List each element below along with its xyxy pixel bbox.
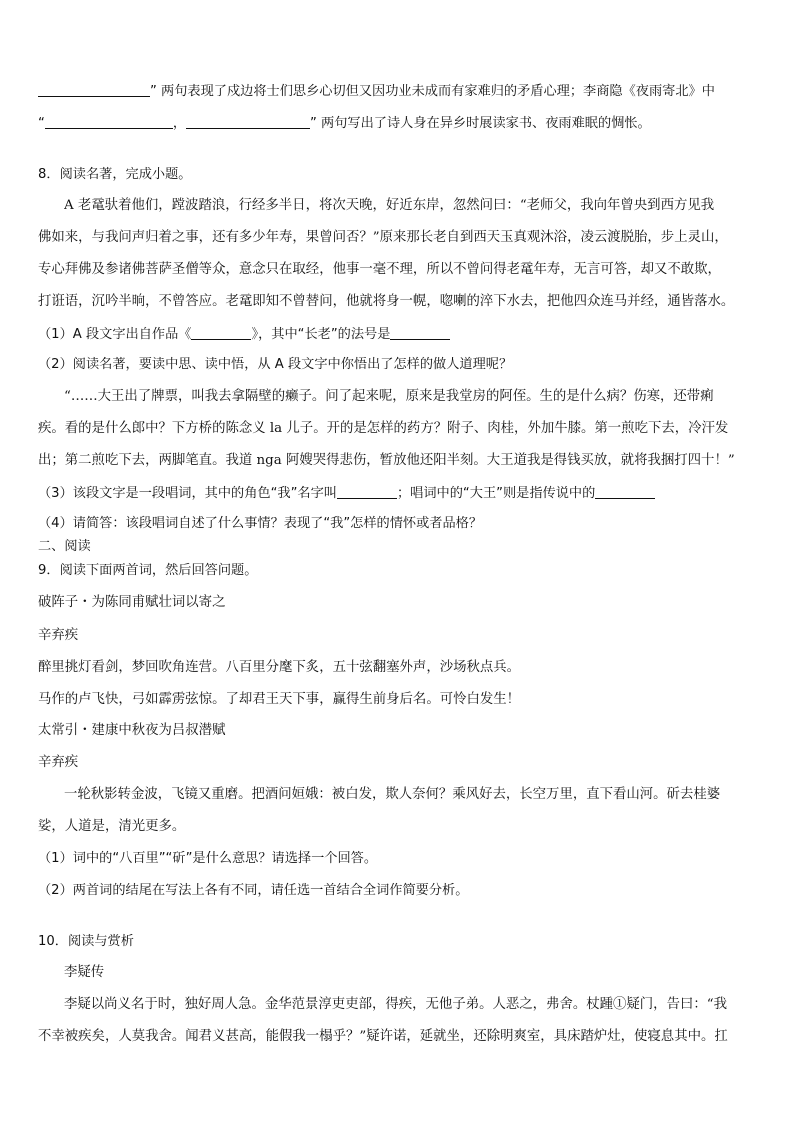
answer-blank[interactable] [337,484,397,499]
q10-passage-line: 李疑以尚义名于时，独好周人急。金华范景淳吏吏部，得疾，无他子弟。人恶之，弗舍。杖踵①疑门，告曰：“我 [64,997,727,1012]
q8-passage-a-line: 佛如来，与我问声归着之事，还有多少年寿，果曾问否？”原来那长老自到西天玉真观沐浴，凌云渡脱胎，步上灵山， [38,230,728,245]
q8-passage-a-line: 打诳语，沉吟半晌，不曾答应。老鼋即知不曾替问，他就将身一幌，唿喇的淬下水去，把他四众连马并经，通皆落水。 [38,294,735,309]
answer-blank[interactable] [191,325,251,340]
q8-heading: 8．阅读名著，完成小题。 [38,167,192,182]
q8-passage-b-line: 出；第二煎吃下去，两脚笔直。我道 nga 阿嫂哭得悲伤，暂放他还阳半刻。大王道我是得钱买放，就将我捆打四十！” [38,453,735,468]
q9-sub1: （1）词中的“八百里”“斫”是什么意思？请选择一个回答。 [38,851,378,866]
q8-sub3: （3）该段文字是一段唱词，其中的角色“我”名字叫 ；唱词中的“大王”则是指传说中的 [38,484,768,503]
section-heading: 二、阅读 [38,539,91,554]
q10-heading: 10．阅读与赏析 [38,934,134,949]
q7-tail-line-2: “ ， ” 两句写出了诗人身在异乡时展读家书、夜雨难眠的惆怅。 [38,116,651,131]
poem2-line: 一轮秋影转金波，飞镜又重磨。把酒问姮娥：被白发，欺人奈何？乘风好去，长空万里，直下看山河。斫去桂婆 [64,787,721,802]
poem1-title: 破阵子・为陈同甫赋壮词以寄之 [38,595,226,610]
poem1-line: 马作的卢飞快，弓如霹雳弦惊。了却君王天下事，赢得生前身后名。可怜白发生！ [38,692,521,707]
q7-tail-line-1: ” 两句表现了戍边将士们思乡心切但又因功业未成而有家难归的矛盾心理；李商隐《夜雨寄北》中 [38,82,768,101]
q10-passage-line: 不幸被疾矣，人莫我舍。闻君义甚高，能假我一榻乎？”疑许诺，延就坐，还除明爽室，具床踏炉灶，使寝息其中。扛 [38,1029,728,1044]
q8-passage-a-line: A 老鼋驮着他们，蹚波踏浪，行经多半日，将次天晚，好近东岸，忽然问曰：“老师父，我向年曾央到西方见我 [64,198,715,213]
q8-passage-b-line: 疾。看的是什么郎中？下方桥的陈念义 la 儿子。开的是怎样的药方？附子、肉桂，外加牛膝。第一煎吃下去，冷汗发 [38,421,729,436]
q8-sub4: （4）请简答：该段唱词自述了什么事情？表现了“我”怎样的情怀或者品格？ [38,516,483,531]
poem2-author: 辛弃疾 [38,755,79,770]
poem1-line: 醉里挑灯看剑，梦回吹角连营。八百里分麾下炙，五十弦翻塞外声，沙场秋点兵。 [38,660,521,675]
q8-sub2: （2）阅读名著，要读中思、读中悟，从 A 段文字中你悟出了怎样的做人道理呢？ [38,357,513,372]
answer-blank[interactable] [45,114,173,129]
answer-blank[interactable] [186,114,310,129]
q8-passage-a-line: 专心拜佛及参诸佛菩萨圣僧等众，意念只在取经，他事一毫不理，所以不曾问得老鼋年寿，无言可答，却又不敢欺， [38,262,721,277]
q8-passage-b-line: “……大王出了牌票，叫我去拿隔壁的癞子。问了起来呢，原来是我堂房的阿侄。生的是什么病？伤寒，还带痢 [64,389,714,404]
answer-blank[interactable] [38,82,150,97]
q9-sub2: （2）两首词的结尾在写法上各有不同，请任选一首结合全词作简要分析。 [38,883,469,898]
poem2-title: 太常引・建康中秋夜为吕叔潜赋 [38,723,226,738]
poem2-line: 娑，人道是，清光更多。 [38,819,186,834]
q9-heading: 9．阅读下面两首词，然后回答问题。 [38,563,258,578]
q10-title: 李疑传 [64,965,105,980]
q8-sub1: （1）A 段文字出自作品《 》，其中“长老”的法号是 [38,325,768,344]
answer-blank[interactable] [390,325,450,340]
answer-blank[interactable] [595,484,655,499]
poem1-author: 辛弃疾 [38,628,79,643]
